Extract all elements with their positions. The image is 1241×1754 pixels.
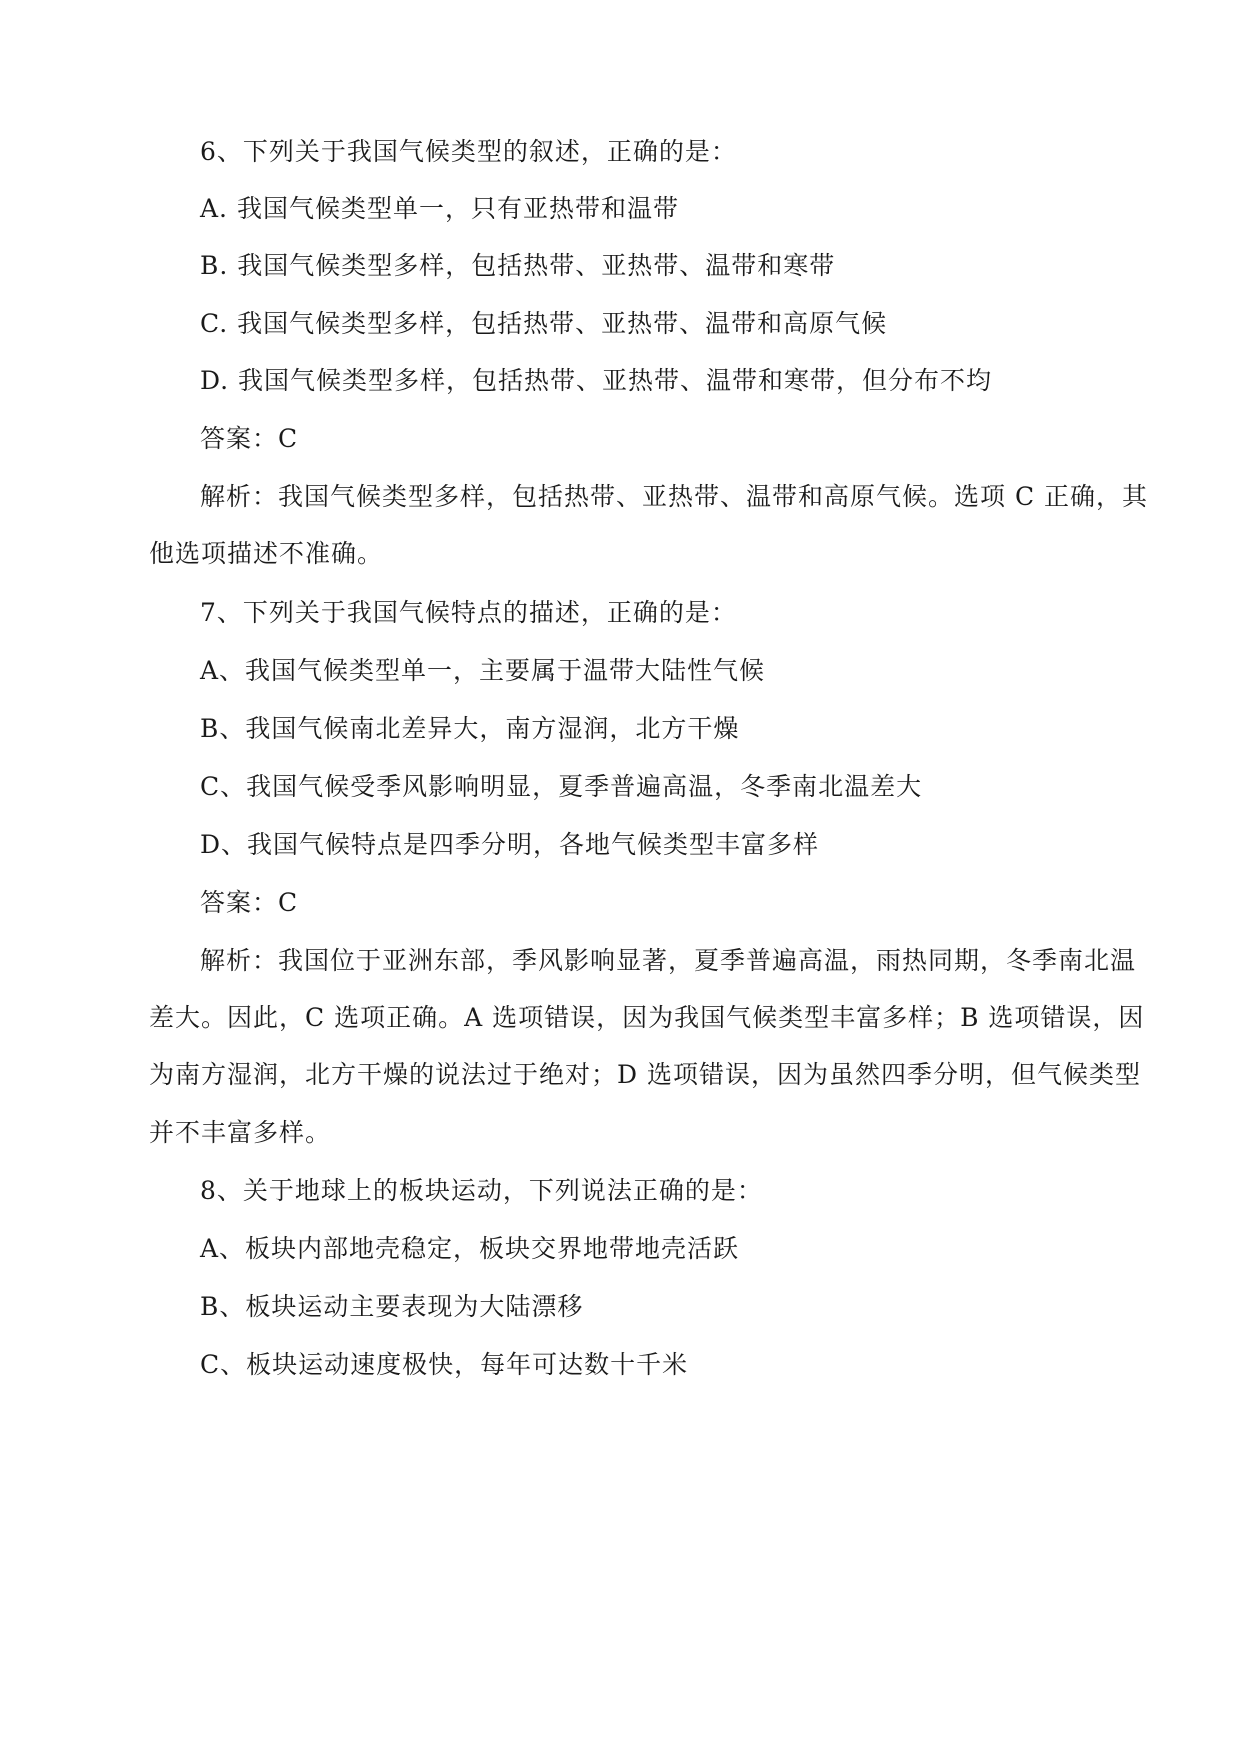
q7-question: 7、下列关于我国气候特点的描述，正确的是： <box>200 598 737 627</box>
q7-option-c: C、我国气候受季风影响明显，夏季普遍高温，冬季南北温差大 <box>200 772 923 801</box>
q7-option-a: A、我国气候类型单一，主要属于温带大陆性气候 <box>200 656 766 685</box>
q8-option-a: A、板块内部地壳稳定，板块交界地带地壳活跃 <box>200 1234 740 1263</box>
q6-option-a: A. 我国气候类型单一，只有亚热带和温带 <box>200 194 679 223</box>
q7-analysis-line-1: 解析：我国位于亚洲东部，季风影响显著，夏季普遍高温，雨热同期，冬季南北温 <box>200 946 1137 975</box>
q7-option-b: B、我国气候南北差异大，南方湿润，北方干燥 <box>200 714 740 743</box>
q6-option-c: C. 我国气候类型多样，包括热带、亚热带、温带和高原气候 <box>200 309 888 338</box>
q6-question: 6、下列关于我国气候类型的叙述，正确的是： <box>200 137 737 166</box>
q7-option-d: D、我国气候特点是四季分明，各地气候类型丰富多样 <box>200 830 820 859</box>
q7-analysis-line-3: 为南方湿润，北方干燥的说法过于绝对；D 选项错误，因为虽然四季分明，但气候类型 <box>149 1060 1141 1089</box>
q8-question: 8、关于地球上的板块运动，下列说法正确的是： <box>200 1176 763 1205</box>
q6-option-d: D. 我国气候类型多样，包括热带、亚热带、温带和寒带，但分布不均 <box>200 366 993 395</box>
q6-analysis-line-1: 解析：我国气候类型多样，包括热带、亚热带、温带和高原气候。选项 C 正确，其 <box>200 482 1149 511</box>
q8-option-c: C、板块运动速度极快，每年可达数十千米 <box>200 1350 689 1379</box>
q7-answer: 答案：C <box>200 888 299 917</box>
q7-analysis-line-4: 并不丰富多样。 <box>149 1118 332 1147</box>
q8-option-b: B、板块运动主要表现为大陆漂移 <box>200 1292 584 1321</box>
q6-option-b: B. 我国气候类型多样，包括热带、亚热带、温带和寒带 <box>200 251 836 280</box>
q6-analysis-line-2: 他选项描述不准确。 <box>149 539 384 568</box>
q7-analysis-line-2: 差大。因此，C 选项正确。A 选项错误，因为我国气候类型丰富多样；B 选项错误，因 <box>149 1003 1145 1032</box>
q6-answer: 答案：C <box>200 424 299 453</box>
